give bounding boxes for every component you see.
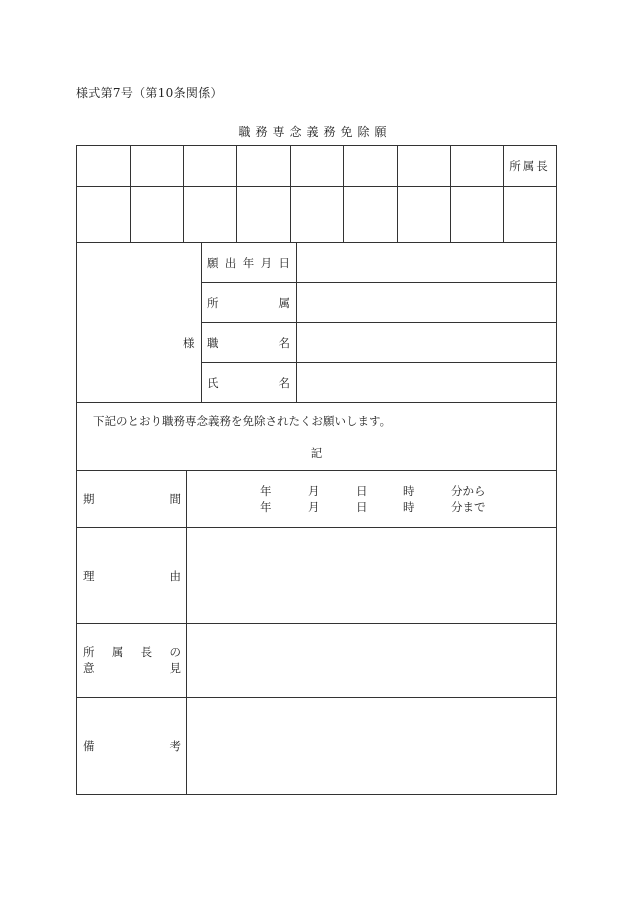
application-date-label: 願 出 年 月 日: [207, 256, 290, 270]
name-field[interactable]: [297, 364, 555, 401]
form-number: 様式第7号（第10条関係）: [76, 86, 223, 100]
position-field[interactable]: [297, 324, 555, 361]
affiliation-field[interactable]: [297, 284, 555, 321]
position-label: 職 名: [207, 336, 290, 350]
remarks-field[interactable]: [188, 699, 554, 793]
application-date-field[interactable]: [297, 244, 555, 281]
reason-field[interactable]: [188, 529, 554, 622]
period-label: 期 間: [83, 492, 181, 506]
applicant-section: [76, 242, 557, 403]
remarks-label: 備 考: [83, 739, 181, 753]
approval-header-label: 所属長: [509, 159, 550, 173]
details-section: 下記のとおり職務専念義務を免除されたくお願いします。 記 期 間 年 月 日 時 分から 年 月 日 時 分まで 理 由 所 属 長 の 意 見 備 考: [76, 402, 557, 795]
ki-label: 記: [310, 446, 323, 460]
addressee-suffix: 様: [183, 336, 195, 350]
reason-label: 理 由: [83, 569, 181, 583]
approval-stamp-grid: [76, 145, 557, 243]
request-text: 下記のとおり職務専念義務を免除されたくお願いします。: [93, 414, 392, 428]
affiliation-label: 所 属: [207, 296, 290, 310]
name-label: 氏 名: [207, 376, 290, 390]
supervisor-opinion-label-line2: 意 見: [83, 661, 181, 675]
supervisor-opinion-field[interactable]: [188, 625, 554, 696]
document-title: 職務専念義務免除願: [238, 125, 392, 139]
supervisor-opinion-label-line1: 所 属 長 の: [83, 645, 181, 659]
